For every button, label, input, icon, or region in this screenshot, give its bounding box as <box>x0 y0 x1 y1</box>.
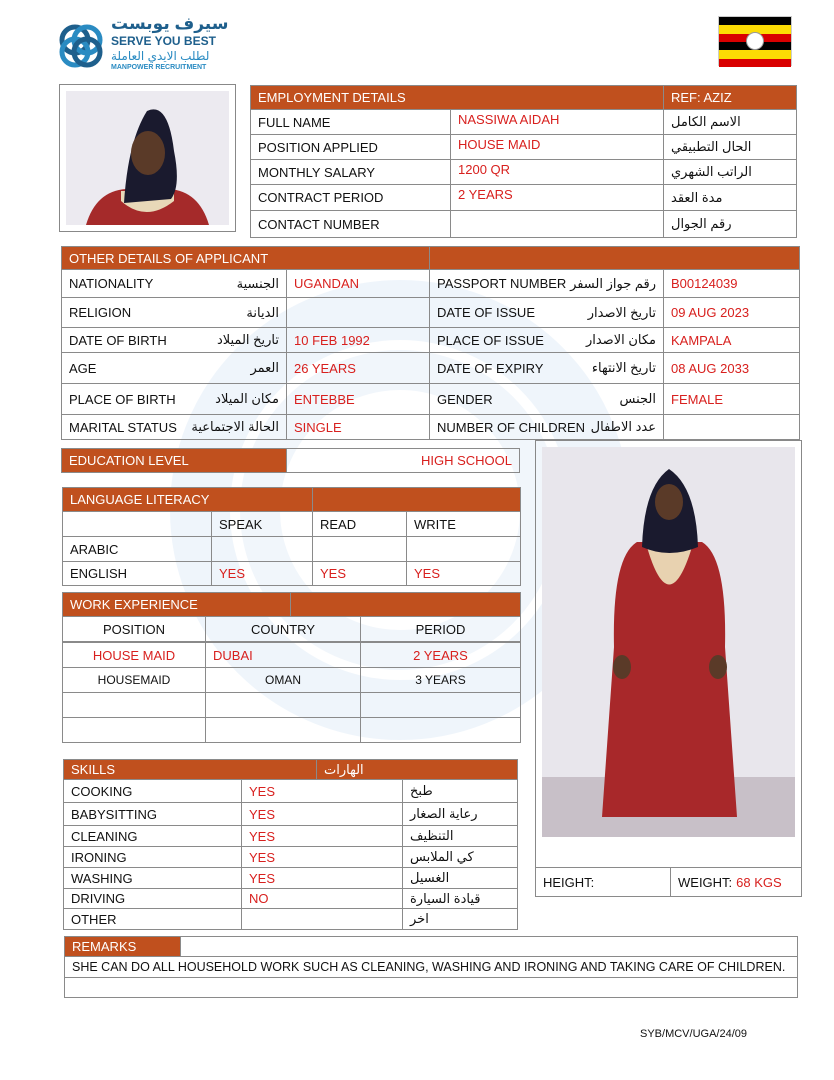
other-label-en: RELIGION <box>69 305 132 320</box>
other-row-value-left: UGANDAN <box>286 269 430 298</box>
logo-arabic: سيرف يوبست <box>111 14 229 33</box>
other-label-ar: الجنس <box>619 391 656 406</box>
language-header-cell <box>62 511 212 537</box>
skill-name-cell: DRIVING <box>63 888 242 909</box>
company-logo <box>55 14 235 76</box>
logo-english: SERVE YOU BEST <box>111 34 216 48</box>
employment-row-label: FULL NAME <box>250 109 451 135</box>
other-row-label-left <box>61 327 287 353</box>
other-label-ar: الحالة الاجتماعية <box>191 419 279 434</box>
skill-name-cell: BABYSITTING <box>63 802 242 826</box>
education-label: EDUCATION LEVEL <box>61 448 287 473</box>
employment-row-label: CONTACT NUMBER <box>250 210 451 238</box>
work-data-cell: OMAN <box>205 667 361 693</box>
language-title: LANGUAGE LITERACY <box>62 487 313 512</box>
skill-value-cell: NO <box>241 888 403 909</box>
work-header-cell: PERIOD <box>360 616 521 642</box>
other-row-label-right <box>429 383 664 415</box>
employment-row-label: POSITION APPLIED <box>250 134 451 160</box>
employment-row-value <box>450 210 664 238</box>
other-row-value-right: B00124039 <box>663 269 800 298</box>
other-row-label-left <box>61 297 287 328</box>
other-label-ar: الديانة <box>246 304 279 320</box>
employment-row-value: 2 YEARS <box>450 184 664 211</box>
other-row-label-right <box>429 414 664 440</box>
language-name-cell: ARABIC <box>62 536 212 562</box>
weight-cell <box>670 867 802 897</box>
employment-row-arabic: رقم الجوال <box>663 210 797 238</box>
skill-value-cell: YES <box>241 846 403 868</box>
other-label-en: DATE OF ISSUE <box>437 305 535 320</box>
skill-value-cell <box>241 908 403 930</box>
skill-arabic-cell: اخر <box>402 908 518 930</box>
skill-arabic-cell: قيادة السيارة <box>402 888 518 909</box>
skill-name-cell: IRONING <box>63 846 242 868</box>
logo-sub: MANPOWER RECRUITMENT <box>111 64 207 71</box>
language-value-cell <box>312 536 407 562</box>
logo-arabic-sub: لطلب الايدي العاملة <box>111 49 210 63</box>
full-body-photo <box>542 447 795 837</box>
other-row-label-right <box>429 327 664 353</box>
language-value-cell: YES <box>211 561 313 586</box>
skill-name-cell: COOKING <box>63 779 242 803</box>
other-row-label-left <box>61 269 287 298</box>
other-label-ar: مكان الاصدار <box>585 332 656 347</box>
skill-arabic-cell: رعاية الصغار <box>402 802 518 826</box>
other-label-ar: مكان الميلاد <box>215 391 279 406</box>
work-data-cell: 3 YEARS <box>360 667 521 693</box>
portrait-photo-frame <box>59 84 236 232</box>
other-label-ar: تاريخ الانتهاء <box>591 360 656 375</box>
other-label-ar: عدد الاطفال <box>590 419 656 434</box>
other-row-value-left <box>286 297 430 328</box>
other-label-en: GENDER <box>437 391 493 407</box>
other-label-en: DATE OF BIRTH <box>69 332 167 348</box>
work-data-cell <box>62 692 206 718</box>
other-row-value-left: ENTEBBE <box>286 383 430 415</box>
work-data-cell <box>205 692 361 718</box>
skill-arabic-cell: الغسيل <box>402 867 518 889</box>
other-row-value-left: 10 FEB 1992 <box>286 327 430 353</box>
logo-knot-icon <box>55 20 107 72</box>
employment-row-label: MONTHLY SALARY <box>250 159 451 185</box>
education-value: HIGH SCHOOL <box>286 448 520 473</box>
other-label-en: PASSPORT NUMBER <box>437 276 567 291</box>
skills-title-ar: الهارات <box>316 759 518 780</box>
other-row-value-right <box>663 414 800 440</box>
skill-name-cell: WASHING <box>63 867 242 889</box>
skill-name-cell: CLEANING <box>63 825 242 847</box>
other-label-ar: الجنسية <box>236 275 279 291</box>
employment-row-label: CONTRACT PERIOD <box>250 184 451 211</box>
language-name-cell: ENGLISH <box>62 561 212 586</box>
other-row-value-right: 09 AUG 2023 <box>663 297 800 328</box>
employment-title: EMPLOYMENT DETAILS <box>250 85 664 110</box>
skill-arabic-cell: كي الملابس <box>402 846 518 868</box>
other-label-ar: تاريخ الميلاد <box>216 332 279 347</box>
employment-row-arabic: الاسم الكامل <box>663 109 797 135</box>
other-row-label-right <box>429 352 664 384</box>
remarks-title: REMARKS <box>64 936 181 957</box>
work-table-edge <box>520 616 522 743</box>
weight-value: 68 KGS <box>736 874 782 890</box>
other-label-en: PLACE OF BIRTH <box>69 391 176 407</box>
work-data-cell <box>62 717 206 743</box>
work-data-cell: HOUSE MAID <box>62 642 206 668</box>
other-label-ar: رقم جواز السفر <box>570 275 656 291</box>
language-value-cell: YES <box>312 561 407 586</box>
other-row-label-left <box>61 383 287 415</box>
employment-row-arabic: الراتب الشهري <box>663 159 797 185</box>
employment-row-arabic: الحال التطبيقي <box>663 134 797 160</box>
remarks-blank-row <box>64 977 798 998</box>
work-data-cell: HOUSEMAID <box>62 667 206 693</box>
uganda-flag <box>718 16 792 66</box>
language-value-cell <box>406 536 521 562</box>
other-row-value-right: FEMALE <box>663 383 800 415</box>
other-label-en: AGE <box>69 360 97 376</box>
employment-ref: REF: AZIZ <box>663 85 797 110</box>
other-row-label-right <box>429 297 664 328</box>
footer-code: SYB/MCV/UGA/24/09 <box>640 1028 747 1040</box>
work-data-cell <box>360 692 521 718</box>
skill-value-cell: YES <box>241 825 403 847</box>
language-value-cell <box>211 536 313 562</box>
skill-value-cell: YES <box>241 779 403 803</box>
work-data-cell <box>205 717 361 743</box>
skill-arabic-cell: طبخ <box>402 779 518 803</box>
other-row-label-right <box>429 269 664 298</box>
other-label-ar: العمر <box>250 360 279 375</box>
weight-label: WEIGHT: <box>678 874 733 890</box>
employment-row-arabic: مدة العقد <box>663 184 797 211</box>
language-header-cell: WRITE <box>406 511 521 537</box>
height-label: HEIGHT: <box>543 874 595 890</box>
work-header-cell: COUNTRY <box>205 616 361 642</box>
portrait-photo <box>66 91 229 225</box>
other-row-label-left <box>61 352 287 384</box>
other-row-value-right: 08 AUG 2033 <box>663 352 800 384</box>
remarks-text: SHE CAN DO ALL HOUSEHOLD WORK SUCH AS CLEANING, WASHING AND IRONING AND TAKING CARE OF CHILDREN. <box>64 956 798 978</box>
height-cell <box>535 867 671 897</box>
language-header-cell: READ <box>312 511 407 537</box>
other-label-en: DATE OF EXPIRY <box>437 360 544 376</box>
work-data-cell: 2 YEARS <box>360 642 521 668</box>
skill-arabic-cell: التنظيف <box>402 825 518 847</box>
other-label-en: PLACE OF ISSUE <box>437 332 544 348</box>
other-label-ar: تاريخ الاصدار <box>587 304 656 320</box>
work-data-cell: DUBAI <box>205 642 361 668</box>
language-header-right <box>312 487 521 512</box>
other-row-value-right: KAMPALA <box>663 327 800 353</box>
work-header-cell: POSITION <box>62 616 206 642</box>
other-label-en: NATIONALITY <box>69 276 154 291</box>
skill-value-cell: YES <box>241 802 403 826</box>
skills-title: SKILLS <box>63 759 317 780</box>
other-label-en: NUMBER OF CHILDREN <box>437 419 586 435</box>
other-details-title: OTHER DETAILS OF APPLICANT <box>61 246 430 270</box>
remarks-header-right <box>180 936 798 957</box>
language-header-cell: SPEAK <box>211 511 313 537</box>
skill-name-cell: OTHER <box>63 908 242 930</box>
other-row-value-left: SINGLE <box>286 414 430 440</box>
other-details-header-right <box>429 246 800 270</box>
skill-value-cell: YES <box>241 867 403 889</box>
employment-row-value: HOUSE MAID <box>450 134 664 160</box>
other-label-en: MARITAL STATUS <box>69 419 177 435</box>
work-title: WORK EXPERIENCE <box>62 592 291 617</box>
work-header-right <box>290 592 521 617</box>
employment-row-value: 1200 QR <box>450 159 664 185</box>
other-row-value-left: 26 YEARS <box>286 352 430 384</box>
full-body-photo-frame <box>535 440 802 868</box>
other-row-label-left <box>61 414 287 440</box>
employment-row-value: NASSIWA AIDAH <box>450 109 664 135</box>
flag-emblem-icon <box>746 32 764 50</box>
work-data-cell <box>360 717 521 743</box>
language-value-cell: YES <box>406 561 521 586</box>
